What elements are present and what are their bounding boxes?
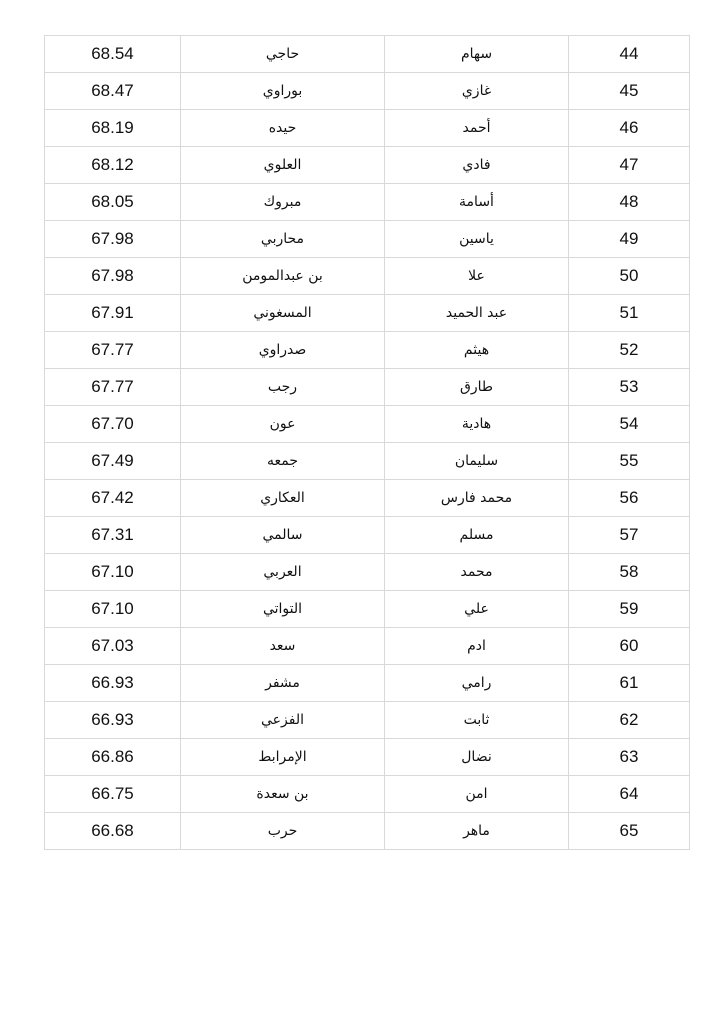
table-row [45, 221, 690, 258]
score-cell: 66.68 [45, 813, 181, 850]
score-cell: 67.77 [45, 332, 181, 369]
table-row [45, 332, 690, 369]
rank-cell: 47 [569, 147, 690, 184]
rank-cell: 61 [569, 665, 690, 702]
score-cell: 66.86 [45, 739, 181, 776]
results-table-body [45, 36, 690, 850]
last-name-cell: حاجي [181, 36, 385, 73]
first-name-cell: محمد [385, 554, 569, 591]
last-name-cell: العكاري [181, 480, 385, 517]
rank-cell: 55 [569, 443, 690, 480]
table-row [45, 295, 690, 332]
table-row [45, 73, 690, 110]
first-name-cell: سهام [385, 36, 569, 73]
last-name-cell: مشفر [181, 665, 385, 702]
last-name-cell: مبروك [181, 184, 385, 221]
first-name-cell: فادي [385, 147, 569, 184]
score-cell: 67.77 [45, 369, 181, 406]
last-name-cell: المسغوني [181, 295, 385, 332]
rank-cell: 65 [569, 813, 690, 850]
first-name-cell: أحمد [385, 110, 569, 147]
score-cell: 67.98 [45, 258, 181, 295]
last-name-cell: صدراوي [181, 332, 385, 369]
table-row [45, 184, 690, 221]
first-name-cell: امن [385, 776, 569, 813]
score-cell: 67.31 [45, 517, 181, 554]
rank-cell: 49 [569, 221, 690, 258]
rank-cell: 48 [569, 184, 690, 221]
score-cell: 67.10 [45, 554, 181, 591]
first-name-cell: ادم [385, 628, 569, 665]
rank-cell: 63 [569, 739, 690, 776]
first-name-cell: سليمان [385, 443, 569, 480]
last-name-cell: الإمرابط [181, 739, 385, 776]
score-cell: 68.12 [45, 147, 181, 184]
table-row [45, 406, 690, 443]
first-name-cell: غازي [385, 73, 569, 110]
last-name-cell: بوراوي [181, 73, 385, 110]
first-name-cell: علا [385, 258, 569, 295]
rank-cell: 59 [569, 591, 690, 628]
first-name-cell: محمد فارس [385, 480, 569, 517]
first-name-cell: طارق [385, 369, 569, 406]
first-name-cell: ياسين [385, 221, 569, 258]
rank-cell: 46 [569, 110, 690, 147]
table-row [45, 628, 690, 665]
last-name-cell: العربي [181, 554, 385, 591]
first-name-cell: علي [385, 591, 569, 628]
last-name-cell: سالمي [181, 517, 385, 554]
table-row [45, 110, 690, 147]
table-row [45, 147, 690, 184]
first-name-cell: رامي [385, 665, 569, 702]
rank-cell: 56 [569, 480, 690, 517]
table-row [45, 739, 690, 776]
score-cell: 67.03 [45, 628, 181, 665]
table-row [45, 443, 690, 480]
table-row [45, 517, 690, 554]
table-row [45, 813, 690, 850]
first-name-cell: ثابت [385, 702, 569, 739]
score-cell: 66.93 [45, 665, 181, 702]
score-cell: 68.47 [45, 73, 181, 110]
score-cell: 67.42 [45, 480, 181, 517]
rank-cell: 60 [569, 628, 690, 665]
first-name-cell: نضال [385, 739, 569, 776]
table-row [45, 776, 690, 813]
table-row [45, 36, 690, 73]
score-cell: 66.93 [45, 702, 181, 739]
last-name-cell: العلوي [181, 147, 385, 184]
first-name-cell: ماهر [385, 813, 569, 850]
rank-cell: 62 [569, 702, 690, 739]
table-row [45, 665, 690, 702]
first-name-cell: عبد الحميد [385, 295, 569, 332]
last-name-cell: جمعه [181, 443, 385, 480]
score-cell: 67.49 [45, 443, 181, 480]
first-name-cell: مسلم [385, 517, 569, 554]
rank-cell: 52 [569, 332, 690, 369]
score-cell: 68.54 [45, 36, 181, 73]
last-name-cell: رجب [181, 369, 385, 406]
first-name-cell: أسامة [385, 184, 569, 221]
last-name-cell: بن عبدالمومن [181, 258, 385, 295]
first-name-cell: هادية [385, 406, 569, 443]
table-row [45, 480, 690, 517]
rank-cell: 51 [569, 295, 690, 332]
rank-cell: 64 [569, 776, 690, 813]
rank-cell: 57 [569, 517, 690, 554]
last-name-cell: بن سعدة [181, 776, 385, 813]
results-table [44, 35, 690, 850]
last-name-cell: سعد [181, 628, 385, 665]
first-name-cell: هيثم [385, 332, 569, 369]
last-name-cell: حيده [181, 110, 385, 147]
rank-cell: 44 [569, 36, 690, 73]
table-row [45, 258, 690, 295]
score-cell: 67.98 [45, 221, 181, 258]
rank-cell: 58 [569, 554, 690, 591]
rank-cell: 53 [569, 369, 690, 406]
score-cell: 66.75 [45, 776, 181, 813]
last-name-cell: حرب [181, 813, 385, 850]
rank-cell: 54 [569, 406, 690, 443]
score-cell: 67.70 [45, 406, 181, 443]
table-row [45, 591, 690, 628]
table-row [45, 554, 690, 591]
score-cell: 67.91 [45, 295, 181, 332]
last-name-cell: التواتي [181, 591, 385, 628]
table-row [45, 369, 690, 406]
score-cell: 68.19 [45, 110, 181, 147]
score-cell: 67.10 [45, 591, 181, 628]
last-name-cell: محاربي [181, 221, 385, 258]
last-name-cell: عون [181, 406, 385, 443]
last-name-cell: الفزعي [181, 702, 385, 739]
rank-cell: 45 [569, 73, 690, 110]
score-cell: 68.05 [45, 184, 181, 221]
table-row [45, 702, 690, 739]
rank-cell: 50 [569, 258, 690, 295]
